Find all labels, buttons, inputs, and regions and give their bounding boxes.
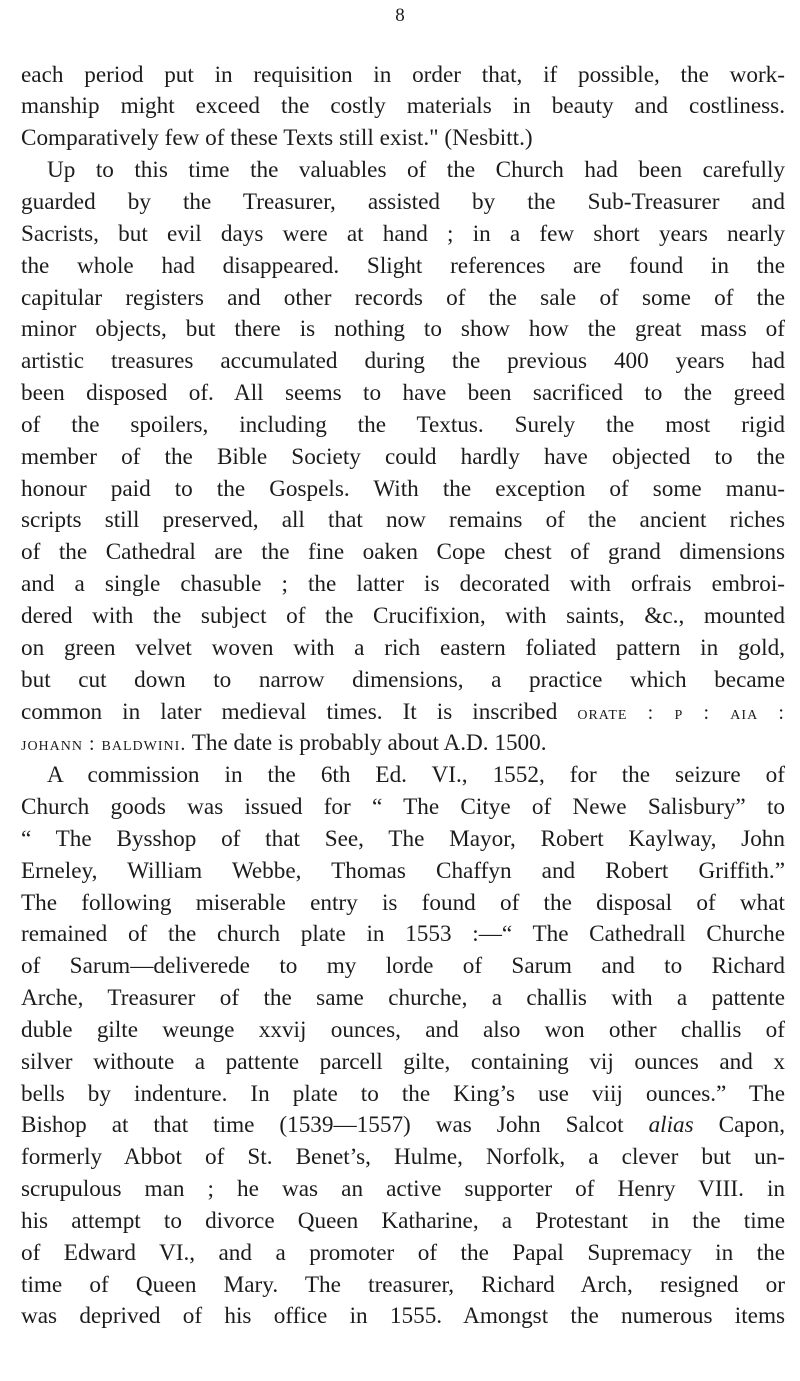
text-line: scrupulous man ; he was an active supporter of Henry VIII. in <box>21 1176 785 1202</box>
text-line: time of Queen Mary. The treasurer, Richard Arch, resigned or <box>21 1272 785 1298</box>
text-line: Bishop at that time (1539—1557) was John Salcot alias Capon, <box>21 1112 785 1138</box>
text-line: on green velvet woven with a rich eastern foliated pattern in gold, <box>21 635 785 661</box>
text-line: been disposed of. All seems to have been sacrificed to the greed <box>21 380 785 406</box>
text-line: the whole had disappeared. Slight references are found in the <box>21 253 785 279</box>
text-line: The following miserable entry is found of the disposal of what <box>21 890 785 916</box>
text-line: artistic treasures accumulated during the previous 400 years had <box>21 348 785 374</box>
text-line: silver withoute a pattente parcell gilte, containing vij ounces and x <box>21 1049 785 1075</box>
text-line: minor objects, but there is nothing to show how the great mass of <box>21 316 785 342</box>
text-line: Sacrists, but evil days were at hand ; in a few short years nearly <box>21 221 785 247</box>
text-line: common in later medieval times. It is inscribed orate : p : aia : <box>21 699 785 725</box>
text-line: of Sarum—deliverede to my lorde of Sarum and to Richard <box>21 953 785 979</box>
text-line: of Edward VI., and a promoter of the Papal Supremacy in the <box>21 1240 785 1266</box>
text-line: each period put in requisition in order that, if possible, the work- <box>21 62 785 88</box>
text-line: Comparatively few of these Texts still exist." (Nesbitt.) <box>21 125 533 151</box>
text-line: and a single chasuble ; the latter is decorated with orfrais embroi- <box>21 571 785 597</box>
text-line: Up to this time the valuables of the Church had been carefully <box>47 157 785 183</box>
inscription-text: orate : p : aia : <box>577 702 785 724</box>
text-line: dered with the subject of the Crucifixion, with saints, &c., mounted <box>21 603 785 629</box>
text-line: member of the Bible Society could hardly have objected to the <box>21 444 785 470</box>
text-line: scripts still preserved, all that now remains of the ancient riches <box>21 507 785 533</box>
text-line: bells by indenture. In plate to the King’s use viij ounces.” The <box>21 1081 785 1107</box>
text-line: “ The Bysshop of that See, The Mayor, Robert Kaylway, John <box>21 826 785 852</box>
italic-word: alias <box>648 1112 694 1138</box>
text-line: A commission in the 6th Ed. VI., 1552, for the seizure of <box>47 762 785 788</box>
text-line: guarded by the Treasurer, assisted by the Sub-Treasurer and <box>21 189 785 215</box>
text-line: of the Cathedral are the fine oaken Cope chest of grand dimensions <box>21 539 785 565</box>
text-line: manship might exceed the costly materials in beauty and costliness. <box>21 93 785 119</box>
text-line: honour paid to the Gospels. With the exception of some manu- <box>21 476 785 502</box>
text-line: remained of the church plate in 1553 :—“ The Cathedrall Churche <box>21 921 785 947</box>
text-line: Church goods was issued for “ The Citye of Newe Salisbury” to <box>21 794 785 820</box>
text-line: Arche, Treasurer of the same churche, a challis with a pattente <box>21 985 785 1011</box>
text-line: capitular registers and other records of the sale of some of the <box>21 285 785 311</box>
text-line: johann : baldwini. The date is probably about A.D. 1500. <box>21 730 547 756</box>
text-line: his attempt to divorce Queen Katharine, a Protestant in the time <box>21 1208 785 1234</box>
text-line: duble gilte weunge xxvij ounces, and also won other challis of <box>21 1017 785 1043</box>
inscription-text: johann : baldwini. <box>21 733 187 755</box>
text-line: of the spoilers, including the Textus. Surely the most rigid <box>21 412 785 438</box>
text-line: but cut down to narrow dimensions, a practice which became <box>21 667 785 693</box>
page-number: 8 <box>395 5 405 26</box>
text-line: was deprived of his office in 1555. Amongst the numerous items <box>21 1303 785 1329</box>
text-line: Erneley, William Webbe, Thomas Chaffyn and Robert Griffith.” <box>21 858 785 884</box>
text-line: formerly Abbot of St. Benet’s, Hulme, Norfolk, a clever but un- <box>21 1144 785 1170</box>
